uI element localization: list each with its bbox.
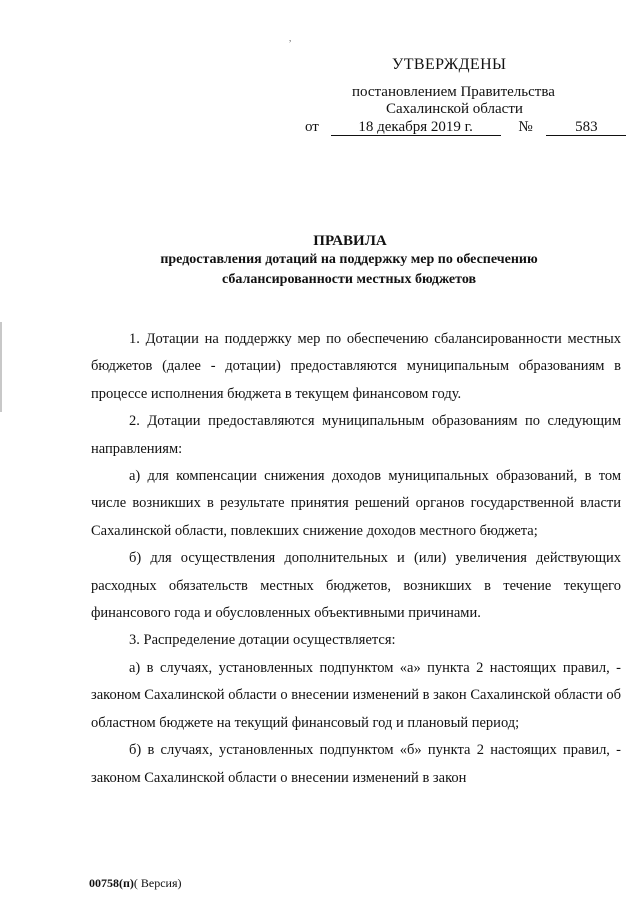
approval-date: 18 декабря 2019 г. xyxy=(331,120,501,136)
title-main: ПРАВИЛА xyxy=(313,233,387,249)
from-label: от xyxy=(305,119,319,135)
paragraph-2a: а) для компенсации снижения доходов муниципальных образований, в том числе возникших в результате принятия решений органов государственной власти Сахалинской области, повлекших снижение доходов местного бюджета; xyxy=(91,468,621,539)
number-label: № xyxy=(518,119,533,135)
paragraph-1: 1. Дотации на поддержку мер по обеспечению сбалансированности местных бюджетов (далее - дотации) предоставляются муниципальным образованиям в процессе исполнения бюджета в текущем финансовом году. xyxy=(91,331,621,402)
paragraph-2: 2. Дотации предоставляются муниципальным образованиям по следующим направлениям: xyxy=(91,413,621,457)
paragraph-3: 3. Распределение дотации осуществляется: xyxy=(129,632,396,649)
paragraph-3b: б) в случаях, установленных подпунктом «б» пункта 2 настоящих правил, - законом Сахалинской области о внесении изменений в закон xyxy=(91,742,621,786)
approval-line-1: постановлением Правительства xyxy=(352,84,555,100)
footer-code: 00758(п) xyxy=(89,876,134,890)
approval-number: 583 xyxy=(546,120,626,136)
paragraph-2b: б) для осуществления дополнительных и (или) увеличения действующих расходных обязательств местных бюджетов, возникших в течение текущего финансового года и обусловленных объективными причинами. xyxy=(91,550,621,622)
scan-speck: , xyxy=(289,33,292,43)
approval-line-2: Сахалинской области xyxy=(386,101,523,117)
document-body xyxy=(91,326,621,792)
document-footer xyxy=(89,876,182,891)
title-sub-2: сбалансированности местных бюджетов xyxy=(221,272,477,287)
footer-version: ( Версия) xyxy=(133,876,182,890)
scan-margin-mark xyxy=(0,322,2,412)
approval-heading: УТВЕРЖДЕНЫ xyxy=(392,56,507,73)
approval-date-line xyxy=(305,119,626,136)
paragraph-3a: а) в случаях, установленных подпунктом «а» пункта 2 настоящих правил, - законом Сахалинской области о внесении изменений в закон Сахалинской области об областном бюджете на текущий финансовый год и плановый период; xyxy=(91,659,621,731)
title-sub-1: предоставления дотаций на поддержку мер по обеспечению xyxy=(160,252,538,267)
document-title xyxy=(0,233,640,290)
